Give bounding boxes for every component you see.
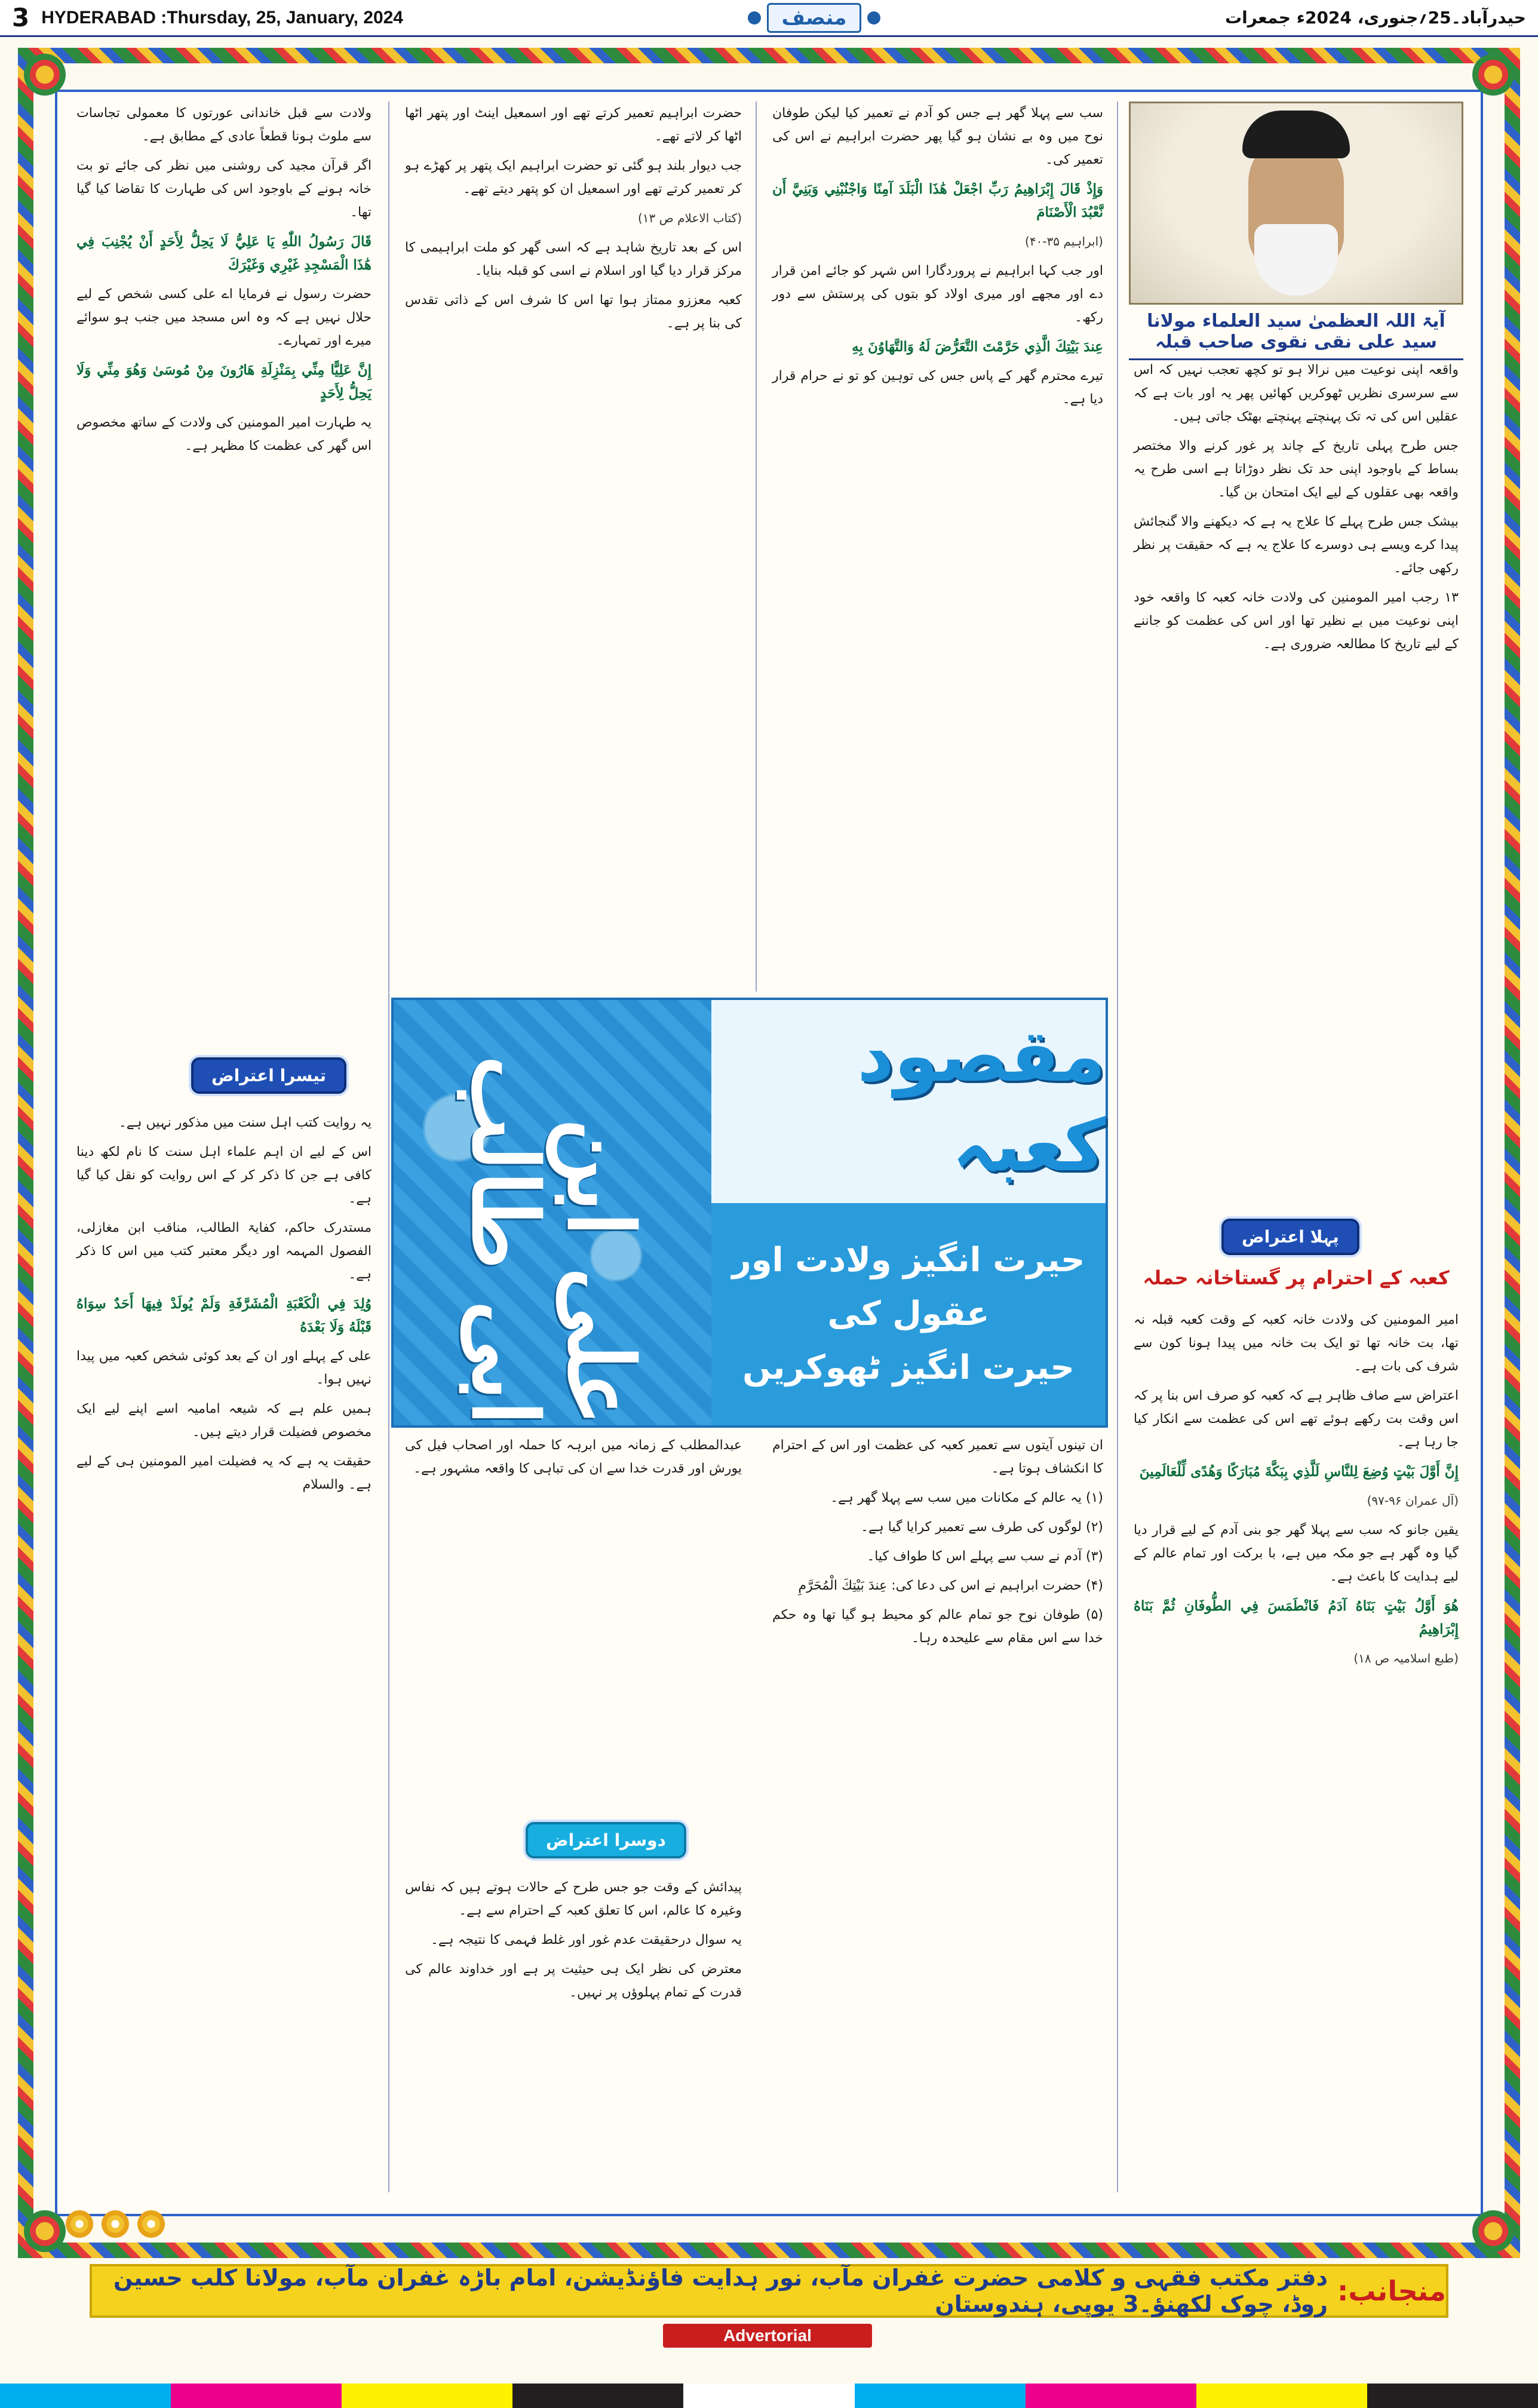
column-divider [388, 102, 389, 2192]
column-divider [756, 102, 757, 992]
column-3-bottom [394, 1876, 753, 2192]
paragraph: یہ طہارت امیر المومنین کی ولادت کے ساتھ مخصوص اس گھر کی عظمت کا مظہر ہے۔ [76, 415, 372, 453]
calligraphy-panel [394, 1000, 711, 1425]
paragraph: ۱۳ رجب امیر المومنین کی ولادت خانہ کعبہ کا واقعہ خود اپنی نوعیت میں بے نظیر تھا اور اس کی عظمت کو جاننے کے لیے تاریخ کا مطالعہ ضروری ہے۔ [1134, 590, 1459, 652]
paragraph: مستدرک حاکم، کفایۃ الطالب، مناقب ابن مغازلی، الفصول المہمہ اور دیگر معتبر کتب میں اس کا ذکر ہے۔ [76, 1220, 372, 1282]
paragraph: بیشک جس طرح پہلے کا علاج یہ ہے کہ دیکھنے والا گنجائش پیدا کرے ویسے ہی دوسرے کا علاج یہ ہے کہ حقیقت پر نظر رکھی جائے۔ [1134, 514, 1459, 576]
english-dateline: HYDERABAD :Thursday, 25, January, 2024 [41, 7, 403, 27]
paragraph: حضرت ابراہیم تعمیر کرتے تھے اور اسمعیل اینٹ اور پتھر اٹھا اٹھا کر لاتے تھے۔ [405, 106, 742, 144]
title-banner [391, 998, 1108, 1428]
paragraph: عبدالمطلب کے زمانہ میں ابرہہ کا حملہ اور اصحاب فیل کی یورش اور قدرت خدا سے ان کی تباہی کا واقعہ مشہور ہے۔ [405, 1438, 742, 1476]
paragraph: امیر المومنین کی ولادت خانہ کعبہ کے وقت کعبہ قبلہ نہ تھا، بت خانہ تھا تو ایک بت خانہ میں پیدا ہونا کون سے شرف کی بات ہے۔ [1134, 1312, 1459, 1374]
sponsor-text: دفتر مکتب فقہی و کلامی حضرت غفران مآب، نور ہدایت فاؤنڈیشن، امام باڑہ غفران مآب، مولانا کلب حسین روڈ، چوک لکھنؤ۔3 یوپی، ہندوستان [113, 2265, 1328, 2317]
ornament-dot-icon [867, 11, 880, 24]
corner-ornament-icon [24, 54, 66, 96]
banner-title: مقصود کعبہ [857, 1015, 1106, 1188]
column-2-bottom [762, 1434, 1114, 2192]
paragraph: ان تینوں آیتوں سے تعمیر کعبہ کی عظمت اور اس کے احترام کا انکشاف ہوتا ہے۔ [772, 1438, 1103, 1476]
first-objection-badge: پہلا اعتراض [1221, 1219, 1359, 1255]
first-objection-title: کعبہ کے احترام پر گستاخانہ حملہ [1143, 1266, 1450, 1289]
column-1-top [1123, 358, 1469, 1177]
paragraph: اس کے لیے ان اہم علماء اہل سنت کا نام لکھ دینا کافی ہے جن کا ذکر کر کے اس روایت کو نقل کیا گیا ہے۔ [76, 1145, 372, 1206]
arabic-quote: وُلِدَ فِي الْكَعْبَةِ الْمُشَرَّفَةِ وَلَمْ يُولَدْ فِيهَا أَحَدٌ سِوَاهُ قَبْلَهُ وَلَا بَعْدَهُ [76, 1296, 372, 1335]
advertorial-label: Advertorial [663, 2324, 872, 2348]
sponsor-strip [90, 2264, 1448, 2318]
header-left [12, 3, 403, 32]
column-3-top [394, 102, 753, 992]
corner-ornament-icon [1472, 54, 1514, 96]
hadith-quote: قَالَ رَسُولُ اللّٰهِ يَا عَلِيُّ لَا يَحِلُّ لِأَحَدٍ أَنْ يُجْنِبَ فِي هَٰذَا الْمَسْجِدِ غَيْرِي وَغَيْرَكَ [76, 234, 372, 273]
third-objection-badge: تیسرا اعتراض [191, 1057, 346, 1094]
registration-swatch [171, 2384, 342, 2408]
column-1-bottom [1123, 1308, 1469, 2192]
column-3-middle [394, 1434, 753, 1804]
registration-swatch [1026, 2384, 1196, 2408]
registration-swatch [855, 2384, 1026, 2408]
paragraph: علی کے پہلے اور ان کے بعد کوئی شخص کعبہ میں پیدا نہیں ہوا۔ [76, 1349, 372, 1387]
citation: (کتاب الاعلام ص ۱۳) [637, 211, 742, 225]
paragraph: پیدائش کے وقت جو جس طرح کے حالات ہوتے ہیں کہ نفاس وغیرہ کا عالم، اس کا تعلق کعبہ کے احترام سے ہے۔ [405, 1880, 742, 1918]
registration-swatch [1196, 2384, 1367, 2408]
quran-verse: وَإِذْ قَالَ إِبْرَاهِيمُ رَبِّ اجْعَلْ هَٰذَا الْبَلَدَ آمِنًا وَاجْنُبْنِي وَبَنِيَّ أَن نَّعْبُدَ الْأَصْنَامَ [772, 181, 1103, 220]
paragraph: اور جب کہا ابراہیم نے پروردگارا اس شہر کو جائے امن قرار دے اور مجھے اور میری اولاد کو بتوں کی پرستش سے دور رکھ۔ [772, 263, 1103, 325]
column-2-top [762, 102, 1114, 992]
citation: (ابراہیم ۳۵-۴۰) [1025, 234, 1103, 249]
paragraph: سب سے پہلا گھر ہے جس کو آدم نے تعمیر کیا لیکن طوفان نوح میں وہ بے نشان ہو گیا پھر حضرت ابراہیم نے اس کی تعمیر کی۔ [772, 106, 1103, 167]
author-caption: آیۃ اللہ العظمیٰ سید العلماء مولانا سید علی نقی نقوی صاحب قبلہ [1129, 311, 1463, 360]
citation: (طبع اسلامیہ ص ۱۸) [1353, 1651, 1459, 1665]
portrait-figure [1248, 134, 1344, 272]
masthead [748, 3, 881, 33]
flower-ornament-icon [102, 2210, 129, 2238]
registration-swatch [342, 2384, 512, 2408]
banner-title-panel [711, 1000, 1106, 1425]
corner-ornament-icon [24, 2210, 66, 2252]
paragraph: واقعہ اپنی نوعیت میں نرالا ہو تو کچھ تعجب نہیں کہ اس سے سرسری نظریں ٹھوکریں کھائیں پھر یہ اور بات ہے کہ عقلیں اس کی تہ تک پہنچتے پہنچتے بھٹک جاتی ہیں۔ [1134, 363, 1459, 424]
calligraphy-text: علی ابن ابی طالب [452, 1056, 653, 1425]
second-objection-badge: دوسرا اعتراض [526, 1822, 686, 1858]
paragraph: کعبہ معززو ممتاز ہوا تھا اس کا شرف اس کے ذاتی تقدس کی بنا پر ہے۔ [405, 293, 742, 331]
list-item: (۴) حضرت ابراہیم نے اس کی دعا کی: عِندَ بَيْتِكَ الْمُحَرَّمِ [798, 1578, 1103, 1593]
arabic-quote: هُوَ أَوَّلُ بَيْتٍ بَنَاهُ آدَمُ فَانْطَمَسَ فِي الطُّوفَانِ ثُمَّ بَنَاهُ إِبْرَاهِيمُ [1134, 1598, 1459, 1637]
urdu-dateline: حیدرآباد۔25؍جنوری، 2024ء جمعرات [1225, 8, 1526, 27]
paragraph: اعتراض سے صاف ظاہر ہے کہ کعبہ کو صرف اس بنا پر کہ اس وقت بت رکھے ہوئے تھے اس کی عظمت سے انکار کیا جا رہا ہے۔ [1134, 1388, 1459, 1450]
paragraph: جس طرح پہلی تاریخ کے چاند پر غور کرنے والا مختصر بساط کے باوجود اپنی حد تک نظر دوڑاتا ہے اسی طرح یہ واقعہ بھی عقلوں کے لیے ایک امتحان بن گیا۔ [1134, 438, 1459, 500]
paragraph: یہ سوال درحقیقت عدم غور اور غلط فہمی کا نتیجہ ہے۔ [431, 1932, 742, 1947]
registration-swatch [683, 2384, 854, 2408]
paragraph: ولادت سے قبل خاندانی عورتوں کا معمولی تجاسات سے ملوث ہونا قطعاً عادی کے مطابق ہے۔ [76, 106, 372, 144]
beard-shape [1254, 224, 1338, 296]
column-4-bottom [66, 1111, 382, 2192]
paragraph: حقیقت یہ ہے کہ یہ فضیلت امیر المومنین ہی کے لیے ہے۔ والسلام [76, 1454, 372, 1492]
citation: (آل عمران ۹۶-۹۷) [1367, 1493, 1459, 1508]
newspaper-header [0, 0, 1538, 37]
list-item: (۳) آدم نے سب سے پہلے اس کا طواف کیا۔ [867, 1549, 1103, 1564]
list-item: (۵) طوفان نوح جو تمام عالم کو محیط ہو گیا تھا وہ حکم خدا سے اس مقام سے علیحدہ رہا۔ [772, 1608, 1103, 1646]
registration-swatch [0, 2384, 171, 2408]
banner-subtitle-line-1: حیرت انگیز ولادت اور عقول کی [732, 1241, 1085, 1333]
author-portrait [1129, 102, 1463, 305]
bottom-ornaments [66, 2210, 165, 2238]
banner-subtitle [711, 1203, 1106, 1425]
paragraph: جب دیوار بلند ہو گئی تو حضرت ابراہیم ایک پتھر پر کھڑے ہو کر تعمیر کرتے تھے اور اسمعیل ان کو پتھر دیتے تھے۔ [405, 158, 742, 197]
paragraph: تیرے محترم گھر کے پاس جس کی توہین کو تو نے حرام قرار دیا ہے۔ [772, 369, 1103, 407]
corner-ornament-icon [1472, 2210, 1514, 2252]
list-item: (۱) یہ عالم کے مکانات میں سب سے پہلا گھر ہے۔ [830, 1490, 1103, 1505]
flower-ornament-icon [66, 2210, 93, 2238]
registration-swatch [512, 2384, 683, 2408]
ornament-dot-icon [748, 11, 761, 24]
quran-verse: إِنَّ أَوَّلَ بَيْتٍ وُضِعَ لِلنَّاسِ لَلَّذِي بِبَكَّةَ مُبَارَكًا وَهُدًى لِّلْعَالَمِينَ [1139, 1464, 1459, 1480]
banner-subtitle-line-2: حیرت انگیز ٹھوکریں [742, 1348, 1075, 1387]
paragraph: معترض کی نظر ایک ہی حیثیت پر ہے اور خداوند عالم کی قدرت کے تمام پہلوؤں پر نہیں۔ [405, 1962, 742, 2000]
paragraph: یقین جانو کہ سب سے پہلا گھر جو بنی آدم کے لیے قرار دیا گیا وہ گھر ہے جو مکہ میں ہے، با برکت اور تمام عالم کے لیے ہدایت کا باعث ہے۔ [1134, 1523, 1459, 1584]
masthead-logo: منصف [767, 3, 862, 33]
registration-swatch [1367, 2384, 1538, 2408]
paragraph: ہمیں علم ہے کہ شیعہ امامیہ اسے اپنے لیے ایک مخصوص فضیلت قرار دیتے ہیں۔ [76, 1401, 372, 1440]
paragraph: حضرت رسول نے فرمایا اے علی کسی شخص کے لیے حلال نہیں ہے کہ وہ اس مسجد میں جنب ہو سوائے میرے اور تمہارے۔ [76, 287, 372, 348]
hadith-quote: إِنَّ عَلِيًّا مِنِّي بِمَنْزِلَةِ هَارُونَ مِنْ مُوسَىٰ وَهُوَ مِنِّي وَلَا يَحِلُّ لِأَحَدٍ [76, 362, 372, 401]
paragraph: اس کے بعد تاریخ شاہد ہے کہ اسی گھر کو ملت ابراہیمی کا مرکز قرار دیا گیا اور اسلام نے اسی کو قبلہ بنایا۔ [405, 240, 742, 278]
sponsor-lead: منجانب: [1337, 2275, 1446, 2307]
page-number: 3 [12, 3, 30, 32]
flower-ornament-icon [137, 2210, 165, 2238]
turban-shape [1242, 111, 1350, 158]
paragraph: یہ روایت کتب اہل سنت میں مذکور نہیں ہے۔ [118, 1115, 372, 1130]
arabic-quote: عِندَ بَيْتِكَ الَّذِي حَرَّمْتَ التَّعَرُّضَ لَهُ وَالتَّهَاوُنَ بِهِ [852, 339, 1103, 355]
column-divider [1117, 102, 1118, 2192]
print-registration-bar [0, 2384, 1538, 2408]
paragraph: اگر قرآن مجید کی روشنی میں نظر کی جائے تو بت خانہ ہونے کے باوجود اس کی طہارت کا تقاضا کیا گیا تھا۔ [76, 158, 372, 220]
list-item: (۲) لوگوں کی طرف سے تعمیر کرایا گیا ہے۔ [861, 1520, 1103, 1535]
column-4-top [66, 102, 382, 1033]
